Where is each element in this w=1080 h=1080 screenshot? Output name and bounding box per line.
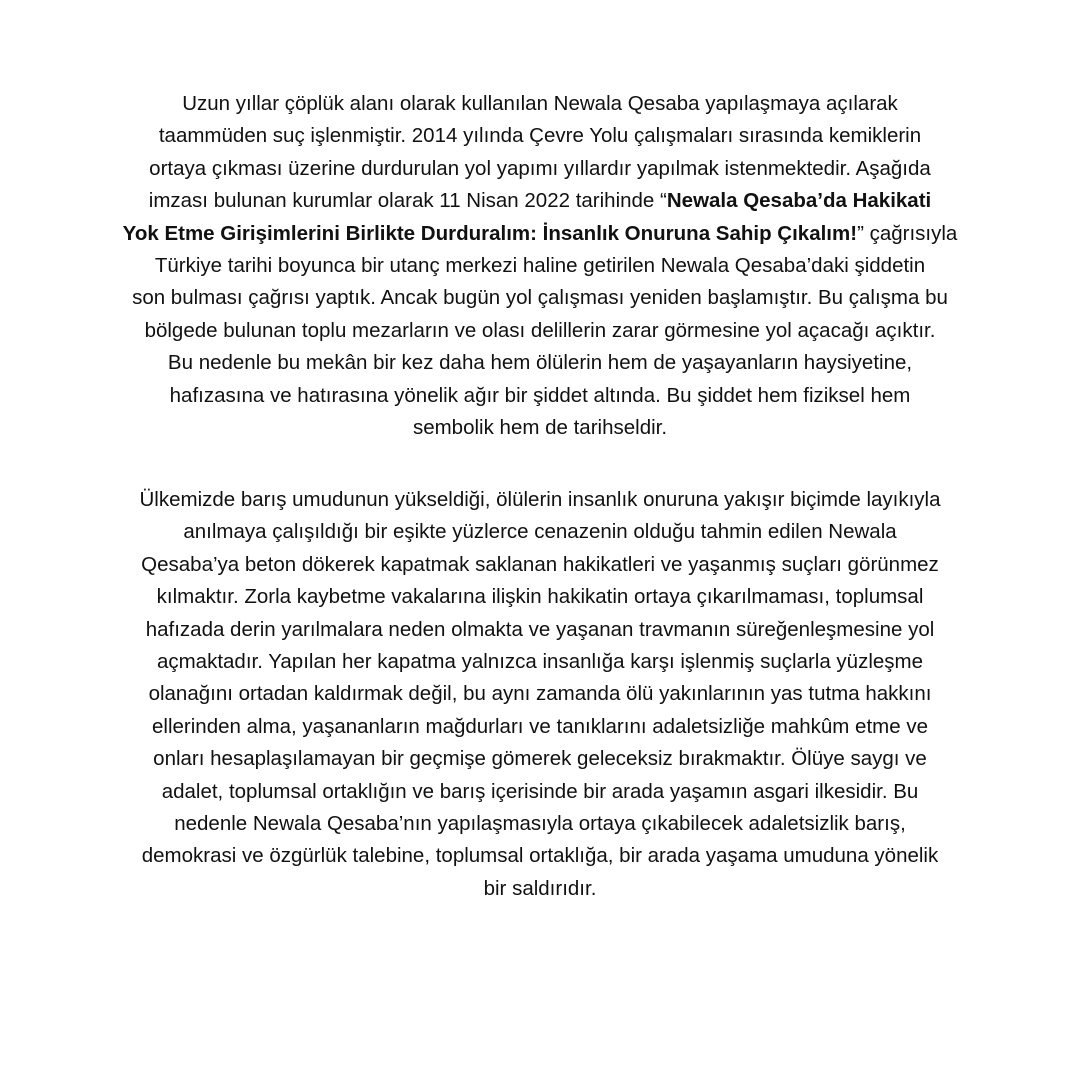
campaign-title-part-1: Newala Qesaba’da Hakikati <box>666 189 932 213</box>
text-line: Ülkemizde barış umudunun yükseldiği, ölülerin insanlık onuruna yakışır biçimde layıkıyla <box>139 488 941 511</box>
text-line: kılmaktır. Zorla kaybetme vakalarına ilişkin hakikatin ortaya çıkarılmaması, toplumsal <box>156 585 924 609</box>
text-line: taammüden suç işlenmiştir. 2014 yılında Çevre Yolu çalışmaları sırasında kemiklerin <box>158 124 922 148</box>
text-line: nedenle Newala Qesaba’nın yapılaşmasıyla ortaya çıkabilecek adaletsizlik barış, <box>174 812 906 836</box>
text-line: anılmaya çalışıldığı bir eşikte yüzlerce cenazenin olduğu tahmin edilen Newala <box>183 520 897 544</box>
text-line: ortaya çıkması üzerine durdurulan yol yapımı yıllardır yapılmak istenmektedir. Aşağıda <box>149 156 931 180</box>
text-line: adalet, toplumsal ortaklığın ve barış içerisinde bir arada yaşamın asgari ilkesidir. Bu <box>161 779 919 803</box>
text-line: bir saldırıdır. <box>483 876 597 900</box>
text-line-with-bold <box>70 218 1010 250</box>
text-line: bölgede bulunan toplu mezarların ve olası delillerin zarar görmesine yol açacağı açıktır. <box>144 318 936 342</box>
text-line: son bulması çağrısı yaptık. Ancak bugün yol çalışması yeniden başlamıştır. Bu çalışma bu <box>132 286 948 310</box>
paragraph-main <box>70 484 1010 905</box>
text-line: hafızada derin yarılmalara neden olmakta ve yaşanan travmanın süreğenleşmesine yol <box>145 617 935 641</box>
text-line: onları hesaplaşılamayan bir geçmişe gömerek geleceksiz bırakmaktır. Ölüye saygı ve <box>153 747 927 771</box>
text-line: ellerinden alma, yaşananların mağdurları ve tanıklarını adaletsizliğe mahkûm etme ve <box>152 714 928 738</box>
text-line: açmaktadır. Yapılan her kapatma yalnızca insanlığa karşı işlenmiş suçlarla yüzleşme <box>156 650 924 674</box>
text-line-with-bold <box>70 185 1010 217</box>
text-line: olanağını ortadan kaldırmak değil, bu aynı zamanda ölü yakınlarının yas tutma hakkını <box>148 682 932 706</box>
text-line: Uzun yıllar çöplük alanı olarak kullanılan Newala Qesaba yapılaşmaya açılarak <box>182 92 898 115</box>
text-line: hafızasına ve hatırasına yönelik ağır bir şiddet altında. Bu şiddet hem fiziksel hem <box>169 383 911 407</box>
text-line: demokrasi ve özgürlük talebine, toplumsal ortaklığa, bir arada yaşama umuduna yönelik <box>141 844 939 868</box>
campaign-title-part-2: Yok Etme Girişimlerini Birlikte Durduralım: İnsanlık Onuruna Sahip Çıkalım! <box>122 221 858 245</box>
text-segment: ” çağrısıyla <box>857 221 958 245</box>
paragraph-intro <box>70 88 1010 444</box>
text-line: Türkiye tarihi boyunca bir utanç merkezi haline getirilen Newala Qesaba’daki şiddetin <box>154 254 926 278</box>
text-segment: imzası bulunan kurumlar olarak 11 Nisan 2022 tarihinde “ <box>148 189 667 213</box>
text-line: sembolik hem de tarihseldir. <box>412 416 668 440</box>
text-line: Qesaba’ya beton dökerek kapatmak saklanan hakikatleri ve yaşanmış suçları görünmez <box>141 552 939 576</box>
text-line: Bu nedenle bu mekân bir kez daha hem ölülerin hem de yaşayanların haysiyetine, <box>167 351 913 375</box>
